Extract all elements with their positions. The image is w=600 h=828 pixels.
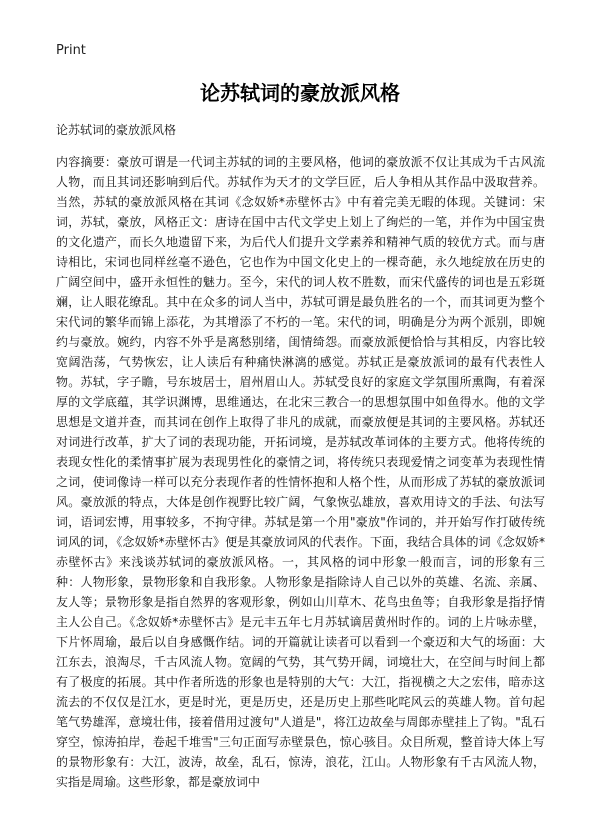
document-subtitle: 论苏轼词的豪放派风格 bbox=[56, 123, 177, 137]
print-link[interactable]: Print bbox=[56, 43, 86, 58]
page-title: 论苏轼词的豪放派风格 bbox=[200, 81, 400, 105]
article-body: 内容摘要：豪放可谓是一代词主苏轼的词的主要风格，他词的豪放派不仅让其成为千古风流人物，而且其词还影响到后代。苏轼作为天才的文学巨匠，后人争相从其作品中汲取营养。当然，苏轼的豪放派风格在其词《念奴娇*赤壁怀古》中有着完美无暇的体现。关键词：宋词，苏轼，豪放，风格正文：唐诗在国中古代文学史上划上了绚烂的一笔，并作为中国宝贵的文化遗产，而长久地遗留下来，为后代人们提升文学素养和精神气质的较优方式。而与唐诗相比，宋词也同样丝毫不逊色，它也作为中国文化史上的一棵奇葩，永久地绽放在历史的广阔空间中，盛开永恒性的魅力。至今，宋代的词人枚不胜数，而宋代盛传的词也是五彩斑斓，让人眼花缭乱。其中在众多的词人当中，苏轼可谓是最负胜名的一个，而其词更为整个宋代词的繁华而锦上添花，为其增添了不朽的一笔。宋代的词，明确是分为两个派别，即婉约与豪放。婉约，内容不外乎是离愁别绪，闺情绮怨。而豪放派便恰恰与其相反，内容比较宽阔浩荡，气势恢宏，让人读后有种痛快淋漓的感觉。苏轼正是豪放派词的最有代表性人物。苏轼，字子瞻，号东坡居士，眉州眉山人。苏轼受良好的家庭文学氛围所熏陶，有着深厚的文学底蕴，其学识渊博，思维通达，在北宋三教合一的思想氛围中如鱼得水。他的文学思想是文道并查，而其词在创作上取得了非凡的成就，而豪放便是其词的主要风格。苏轼还对词进行改革，扩大了词的表现功能，开拓词境，是苏轼改革词体的主要方式。他将传统的表现女性化的柔情事扩展为表现男性化的豪情之词，将传统只表现爱情之词变革为表现性情之词，使词像诗一样可以充分表现作者的性情怀抱和人格个性，从而形成了苏轼的豪放派词风。豪放派的特点，大体是创作视野比较广阔，气象恢弘雄放，喜欢用诗文的手法、句法写词，语词宏博，用事较多，不拘守律。苏轼是第一个用"豪放"作词的，并开始写作打破传统词风的词，《念奴娇*赤壁怀古》便是其豪放词风的代表作。下面，我结合具体的词《念奴娇*赤壁怀古》来浅谈苏轼词的豪放派风格。一，其风格的词中形象一般而言，词的形象有三种：人物形象，景物形象和自我形象。人物形象是指除诗人自己以外的英雄、名流、亲属、友人等；景物形象是指自然界的客观形象，例如山川草木、花鸟虫鱼等；自我形象是指抒情主人公自己。《念奴娇*赤壁怀古》是元丰五年七月苏轼谪居黄州时作的。词的上片咏赤壁，下片怀周瑜，最后以自身感慨作结。词的开篇就让读者可以看到一个豪迈和大气的场面：大江东去，浪淘尽，千古风流人物。宽阔的气势，其气势开阔，词境壮大，在空间与时间上都有了极度的拓展。其中作者所选的形象也是特别的大气：大江，指视横之大之宏伟，暗赤这流去的不仅仅是江水，更是时光，更是历史，还是历史上那些叱咤风云的英雄人物。首句起笔气势雄浑，意境壮伟，接着借用过渡句"人道是"，将江边故垒与周郎赤壁挂上了钩。"乱石穿空，惊涛拍岸，卷起千堆雪"三句正面写赤壁景色，惊心骇目。众目所观，整首诗大体上写的景物形象有：大江，波涛，故垒，乱石，惊涛，浪花，江山。人物形象有千古风流人物，实指是周瑜。这些形象，都是豪放词中 bbox=[56, 155, 545, 789]
